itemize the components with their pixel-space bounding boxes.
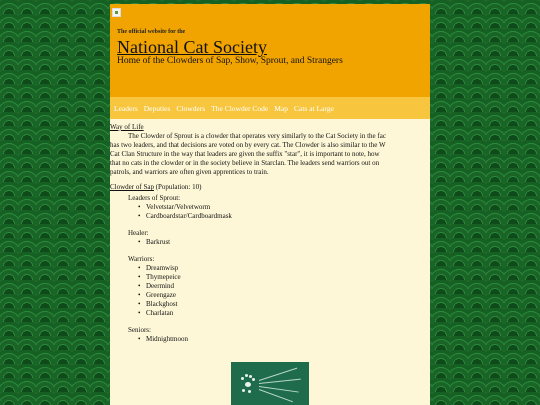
population-count: (Population: 10) xyxy=(153,183,202,191)
paw-toe xyxy=(245,374,248,377)
paw-toe xyxy=(242,389,245,392)
header-kicker: The official website for the xyxy=(117,29,186,35)
group-heading: Seniors: xyxy=(128,326,151,334)
leaders-list xyxy=(110,203,430,221)
nav-deputies[interactable]: Deputies xyxy=(143,103,171,113)
healer-list xyxy=(110,238,430,247)
broken-image-icon xyxy=(112,8,121,17)
paragraph-line: Cat Clan Structure in the way that leaders are given the suffix "star", it is important to note, how xyxy=(110,150,380,158)
paragraph-line: that no cats in the clowder or in the society believe in Starclan. The leaders send warriors out on xyxy=(110,159,380,167)
nav-leaders[interactable]: Leaders xyxy=(114,103,138,113)
list-item: • Thymepeice xyxy=(146,273,430,282)
main-content xyxy=(110,123,430,344)
site-title[interactable]: National Cat Society xyxy=(117,37,267,57)
nav-bar xyxy=(110,97,430,119)
paw-pad xyxy=(245,382,251,387)
warriors-list xyxy=(110,264,430,318)
header xyxy=(110,4,430,97)
list-item: • Velvetstar/Velvetworm xyxy=(146,203,430,212)
nav-clowders[interactable]: Clowders xyxy=(176,103,206,113)
paragraph-line: The Clowder of Sprout is a clowder that operates very similarly to the Cat Society in the fac xyxy=(128,132,386,140)
paragraph-line: patrols, and warriors are often given apprentices to train. xyxy=(110,168,269,176)
list-item: • Barkrust xyxy=(146,238,430,247)
paw-toe xyxy=(248,390,251,393)
nav-map[interactable]: Map xyxy=(274,103,288,113)
paw-print-image xyxy=(231,362,309,405)
group-heading: Healer: xyxy=(128,229,149,237)
seniors-list xyxy=(110,335,430,344)
list-item: • Blackghost xyxy=(146,300,430,309)
group-heading: Warriors: xyxy=(128,255,155,263)
decorative-line xyxy=(259,379,301,384)
list-item: • Deermind xyxy=(146,282,430,291)
list-item: • Greengaze xyxy=(146,291,430,300)
nav-clowder-code[interactable]: The Clowder Code xyxy=(211,103,269,113)
paragraph-line: has two leaders, and that decisions are voted on by every cat. The Clowder is also similar to the W xyxy=(110,141,386,149)
group-heading: Leaders of Sprout: xyxy=(128,194,181,202)
section-title: Way of Life xyxy=(110,123,144,131)
list-item: • Dreamwisp xyxy=(146,264,430,273)
nav-cats-at-large[interactable]: Cats at Large xyxy=(293,103,334,113)
clowder-heading xyxy=(110,183,430,192)
list-item: • Charlatan xyxy=(146,309,430,318)
page xyxy=(110,4,430,405)
paw-toe xyxy=(252,378,255,381)
list-item: • Midnightmoon xyxy=(146,335,430,344)
paw-toe xyxy=(241,377,244,380)
clowder-link[interactable]: Clowder of Sap xyxy=(110,183,154,191)
list-item: • Cardboardstar/Cardboardmask xyxy=(146,212,430,221)
site-subtitle: Home of the Clowders of Sap, Show, Sprout, and Strangers xyxy=(117,56,343,66)
